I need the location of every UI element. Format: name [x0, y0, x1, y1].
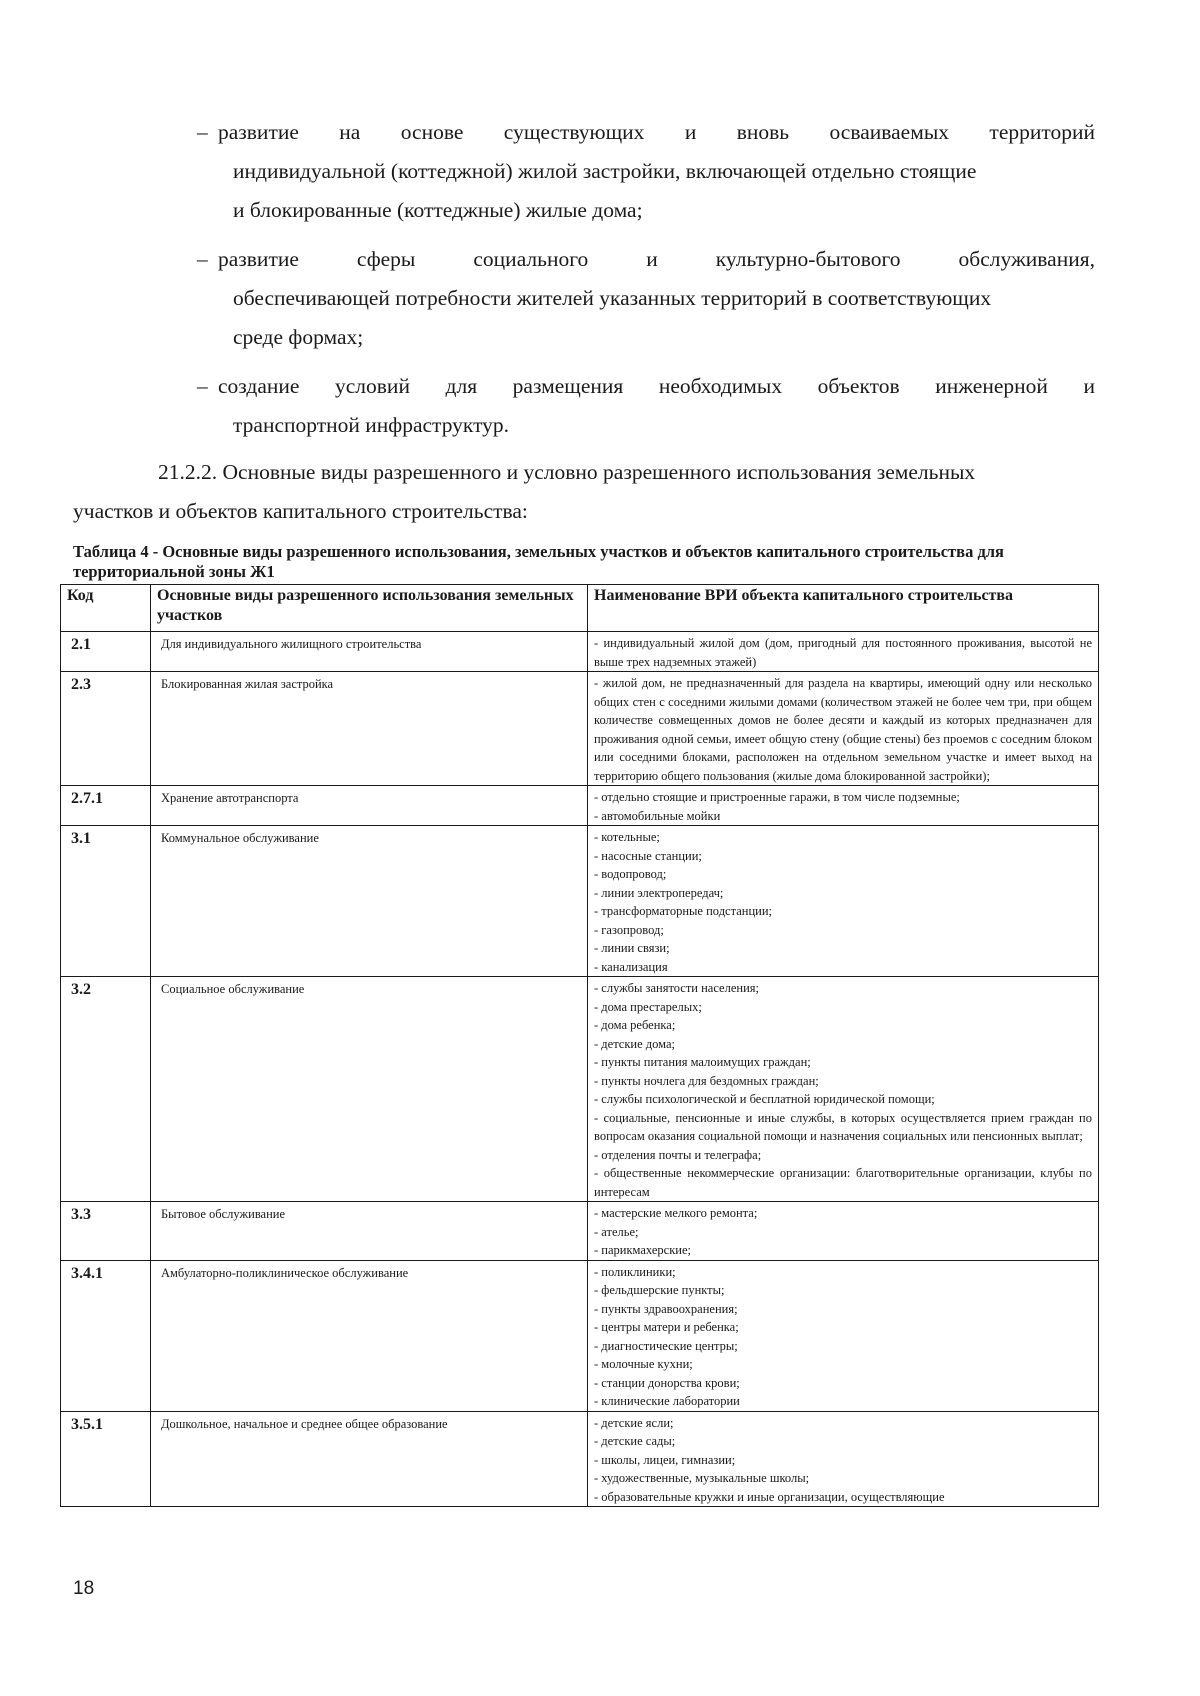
- row-use-type: Социальное обслуживание: [151, 977, 588, 1202]
- table-row: [61, 632, 1099, 672]
- bullet-dash: –: [197, 247, 208, 271]
- bullet-item: [197, 367, 1095, 445]
- header-names: Наименование ВРИ объекта капитального строительства: [588, 585, 1099, 632]
- object-name-item: - парикмахерские;: [594, 1243, 691, 1257]
- object-name-item: - поликлиники;: [594, 1264, 676, 1279]
- bullet-text-line: обеспечивающей потребности жителей указанных территорий в соответствующих: [233, 286, 992, 310]
- row-object-names: [588, 786, 1099, 826]
- row-code: 2.7.1: [61, 786, 151, 826]
- table-row: [61, 1411, 1099, 1507]
- bullet-text-line: транспортной инфраструктур.: [233, 413, 510, 437]
- header-use: Основные виды разрешенного использования земельных участков: [151, 585, 588, 632]
- object-name-item: - газопровод;: [594, 922, 664, 937]
- object-name-item: - художественные, музыкальные школы;: [594, 1471, 810, 1485]
- table-row: [61, 786, 1099, 826]
- table-row: [61, 1260, 1099, 1411]
- table-row: [61, 1202, 1099, 1261]
- row-use-type: Коммунальное обслуживание: [151, 826, 588, 977]
- object-name-item: - детские ясли;: [594, 1415, 674, 1430]
- paragraph-line: участков и объектов капитального строительства:: [73, 499, 528, 523]
- object-name-item: - станции донорства крови;: [594, 1375, 740, 1390]
- object-name-item: - автомобильные мойки: [594, 808, 721, 823]
- row-use-type: Бытовое обслуживание: [151, 1202, 588, 1261]
- object-name-item: - пункты ночлега для бездомных граждан;: [594, 1073, 819, 1088]
- bullet-text-line: и блокированные (коттеджные) жилые дома;: [233, 198, 643, 222]
- object-name-item: - пункты здравоохранения;: [594, 1301, 738, 1316]
- table-row: [61, 826, 1099, 977]
- bullet-dash: –: [197, 374, 208, 398]
- row-code: 3.5.1: [61, 1411, 151, 1507]
- object-name-item: - общественные некоммерческие организации: благотворительные организации, клубы по интересам: [594, 1166, 1092, 1199]
- row-object-names: [588, 826, 1099, 977]
- bullet-text-line: среде формах;: [233, 325, 364, 349]
- row-code: 3.3: [61, 1202, 151, 1261]
- object-name-item: - мастерские мелкого ремонта;: [594, 1206, 758, 1220]
- object-name-item: - индивидуальный жилой дом (дом, пригодный для постоянного проживания, высотой не выше трех надземных этажей): [594, 636, 1092, 669]
- table-header-row: [61, 585, 1099, 632]
- row-use-type: Амбулаторно-поликлиническое обслуживание: [151, 1260, 588, 1411]
- object-name-item: - пункты питания малоимущих граждан;: [594, 1055, 811, 1069]
- object-name-item: - клинические лаборатории: [594, 1394, 740, 1408]
- row-code: 3.4.1: [61, 1260, 151, 1411]
- row-object-names: [588, 1202, 1099, 1261]
- object-name-item: - школы, лицеи, гимназии;: [594, 1452, 736, 1467]
- row-object-names: [588, 1411, 1099, 1507]
- row-object-names: [588, 1260, 1099, 1411]
- object-name-item: - фельдшерские пункты;: [594, 1283, 725, 1297]
- bullet-text-line: развитие сферы социального и культурно-бытового обслуживания,: [218, 247, 1095, 271]
- object-name-item: - детские сады;: [594, 1434, 676, 1448]
- page-number: 18: [73, 1578, 95, 1599]
- object-name-item: - дома ребенка;: [594, 1018, 676, 1032]
- object-name-item: - отдельно стоящие и пристроенные гаражи, в том числе подземные;: [594, 790, 960, 804]
- object-name-item: - жилой дом, не предназначенный для раздела на квартиры, имеющий одну или несколько общих стен с соседними жилыми домами (количеством этажей не более чем три, при общем количестве совмещенных домов не более десяти и каждый из которых предназначен для проживания одной семьи, имеет общую стену (общие стены) без проемов с соседним блоком или соседними блоками, расположен на отдельном земельном участке и имеет выход на территорию общего пользования (жилые дома блокированной застройки);: [594, 676, 1092, 783]
- row-code: 3.2: [61, 977, 151, 1202]
- row-object-names: [588, 672, 1099, 786]
- row-code: 2.3: [61, 672, 151, 786]
- object-name-item: - молочные кухни;: [594, 1357, 693, 1371]
- table-row: [61, 672, 1099, 786]
- object-name-item: - котельные;: [594, 830, 660, 844]
- object-name-item: - водопровод;: [594, 867, 667, 881]
- row-code: 3.1: [61, 826, 151, 977]
- object-name-item: - линии электропередач;: [594, 885, 724, 900]
- row-use-type: Дошкольное, начальное и среднее общее образование: [151, 1411, 588, 1507]
- object-name-item: - центры матери и ребенка;: [594, 1320, 739, 1334]
- row-use-type: Для индивидуального жилищного строительства: [151, 632, 588, 672]
- object-name-item: - детские дома;: [594, 1036, 676, 1051]
- bullet-text-line: развитие на основе существующих и вновь осваиваемых территорий: [218, 120, 1095, 144]
- row-use-type: Хранение автотранспорта: [151, 786, 588, 826]
- table-body: [61, 632, 1099, 1507]
- section-paragraph: [73, 453, 1095, 531]
- permitted-use-table: [60, 584, 1099, 1507]
- object-name-item: - канализация: [594, 959, 668, 974]
- row-use-type: Блокированная жилая застройка: [151, 672, 588, 786]
- bullet-dash: –: [197, 120, 208, 144]
- row-object-names: [588, 977, 1099, 1202]
- object-name-item: - службы занятости населения;: [594, 981, 759, 995]
- paragraph-line: 21.2.2. Основные виды разрешенного и условно разрешенного использования земельных: [158, 460, 976, 484]
- object-name-item: - образовательные кружки и иные организации, осуществляющие: [594, 1489, 945, 1504]
- row-object-names: [588, 632, 1099, 672]
- bullet-item: [197, 113, 1095, 230]
- object-name-item: - отделения почты и телеграфа;: [594, 1147, 762, 1162]
- bullet-text-line: индивидуальной (коттеджной) жилой застройки, включающей отдельно стоящие: [233, 159, 977, 183]
- table-row: [61, 977, 1099, 1202]
- object-name-item: - ателье;: [594, 1224, 639, 1239]
- object-name-item: - дома престарелых;: [594, 999, 702, 1014]
- header-code: Код: [61, 585, 151, 632]
- object-name-item: - службы психологической и бесплатной юридической помощи;: [594, 1092, 935, 1106]
- table-caption: Таблица 4 - Основные виды разрешенного использования, земельных участков и объектов капитального строительства для территориальной зоны Ж1: [73, 542, 1004, 581]
- object-name-item: - линии связи;: [594, 941, 670, 955]
- object-name-item: - диагностические центры;: [594, 1338, 738, 1353]
- object-name-item: - трансформаторные подстанции;: [594, 904, 772, 918]
- object-name-item: - насосные станции;: [594, 848, 702, 863]
- object-name-item: - социальные, пенсионные и иные службы, в которых осуществляется прием граждан по вопросам оказания социальной помощи и назначения социальных или пенсионных выплат;: [594, 1110, 1092, 1143]
- bullet-item: [197, 240, 1095, 357]
- bullet-text-line: создание условий для размещения необходимых объектов инженерной и: [218, 374, 1095, 398]
- row-code: 2.1: [61, 632, 151, 672]
